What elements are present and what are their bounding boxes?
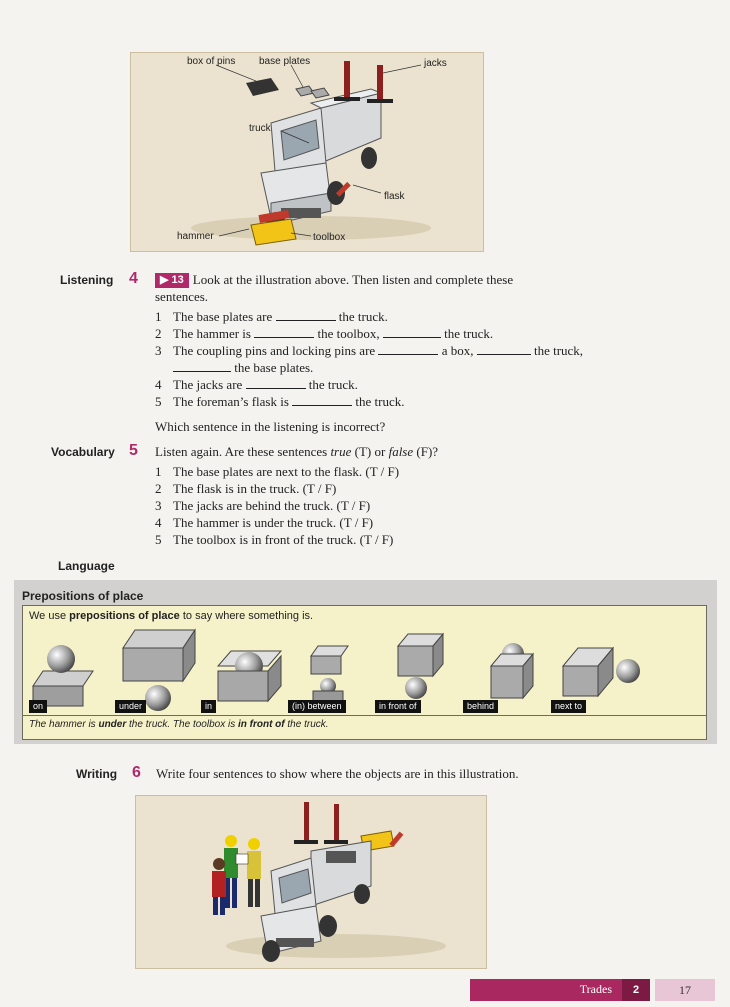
tag-in: in bbox=[201, 700, 216, 713]
vocabulary-item-3[interactable]: 3 The jacks are behind the truck. (T / F) bbox=[155, 498, 371, 513]
tag-under: under bbox=[115, 700, 146, 713]
prepositions-diagram bbox=[23, 626, 706, 711]
prepositions-box bbox=[14, 580, 717, 744]
vocabulary-number: 5 bbox=[129, 442, 138, 459]
answer-blank[interactable] bbox=[292, 394, 352, 406]
label-truck: truck bbox=[249, 123, 271, 134]
answer-blank[interactable] bbox=[477, 343, 531, 355]
listening-item-2: 2 The hammer is the toolbox, the truck. bbox=[155, 326, 494, 341]
listening-number: 4 bbox=[129, 270, 138, 287]
label-base-plates: base plates bbox=[259, 56, 311, 67]
answer-blank[interactable] bbox=[173, 360, 231, 372]
listening-instruction bbox=[155, 271, 513, 288]
prepositions-intro: We use prepositions of place to say where something is. bbox=[29, 610, 314, 622]
listening-section-label: Listening bbox=[60, 273, 114, 287]
language-section-label: Language bbox=[58, 559, 115, 573]
vocabulary-item-2[interactable]: 2 The flask is in the truck. (T / F) bbox=[155, 481, 337, 496]
footer-unit-band bbox=[470, 979, 650, 1001]
tag-next-to: next to bbox=[551, 700, 586, 713]
vocabulary-section-label: Vocabulary bbox=[51, 445, 115, 459]
listening-item-1: 1 The base plates are the truck. bbox=[155, 309, 388, 324]
tag-in-front-of: in front of bbox=[375, 700, 421, 713]
vocabulary-item-5[interactable]: 5 The toolbox is in front of the truck. (T / F) bbox=[155, 532, 394, 547]
diagram-behind bbox=[491, 643, 533, 698]
writing-section-label: Writing bbox=[76, 767, 118, 781]
example-divider bbox=[23, 715, 706, 716]
vocabulary-item-1[interactable]: 1 The base plates are next to the flask. (T / F) bbox=[155, 464, 400, 479]
answer-blank[interactable] bbox=[383, 326, 441, 338]
label-jacks: jacks bbox=[424, 58, 447, 69]
tag-behind: behind bbox=[463, 700, 498, 713]
workers-truck-drawing bbox=[136, 796, 486, 968]
top-illustration bbox=[130, 52, 484, 252]
listening-item-3: 3 The coupling pins and locking pins are a box, the truck, bbox=[155, 343, 584, 358]
writing-instruction: Write four sentences to show where the objects are in this illustration. bbox=[156, 766, 519, 781]
diagram-on bbox=[33, 645, 93, 706]
writing-number: 6 bbox=[132, 764, 141, 781]
footer-page-number: 17 bbox=[655, 979, 715, 1001]
footer-unit-number: 2 bbox=[622, 979, 650, 1001]
vocabulary-item-4[interactable]: 4 The hammer is under the truck. (T / F) bbox=[155, 515, 374, 530]
label-flask: flask bbox=[384, 191, 405, 202]
answer-blank[interactable] bbox=[246, 377, 306, 389]
truck-scene-drawing bbox=[131, 53, 483, 251]
listening-item-4: 4 The jacks are the truck. bbox=[155, 377, 358, 392]
listening-instruction-line1: Look at the illustration above. Then listen and complete these bbox=[192, 272, 514, 287]
prepositions-box-title: Prepositions of place bbox=[22, 589, 144, 603]
diagram-in-front-of bbox=[398, 634, 443, 699]
diagram-between bbox=[311, 646, 348, 705]
label-toolbox: toolbox bbox=[313, 232, 346, 243]
audio-track-badge[interactable]: ▶ 13 bbox=[155, 273, 189, 288]
track-number: 13 bbox=[171, 274, 184, 286]
diagram-under bbox=[123, 630, 195, 711]
label-box-of-pins: box of pins bbox=[187, 56, 236, 67]
listening-instruction-line2: sentences. bbox=[155, 289, 209, 304]
answer-blank[interactable] bbox=[276, 309, 336, 321]
answer-blank[interactable] bbox=[254, 326, 314, 338]
tag-between: (in) between bbox=[288, 700, 346, 713]
footer-unit-name: Trades bbox=[579, 982, 612, 996]
listening-question: Which sentence in the listening is incorrect? bbox=[155, 419, 386, 434]
prepositions-example: The hammer is under the truck. The toolbox is in front of the truck. bbox=[29, 719, 329, 730]
label-hammer: hammer bbox=[177, 231, 214, 242]
tag-on: on bbox=[29, 700, 47, 713]
diagram-next-to bbox=[563, 648, 640, 696]
vocabulary-instruction: Listen again. Are these sentences true (T) or false (F)? bbox=[155, 444, 439, 459]
prepositions-panel bbox=[22, 605, 707, 740]
writing-illustration bbox=[135, 795, 487, 969]
listening-item-3-cont: the base plates. bbox=[173, 360, 313, 376]
answer-blank[interactable] bbox=[378, 343, 438, 355]
diagram-in bbox=[218, 651, 281, 701]
listening-item-5: 5 The foreman’s flask is the truck. bbox=[155, 394, 405, 409]
